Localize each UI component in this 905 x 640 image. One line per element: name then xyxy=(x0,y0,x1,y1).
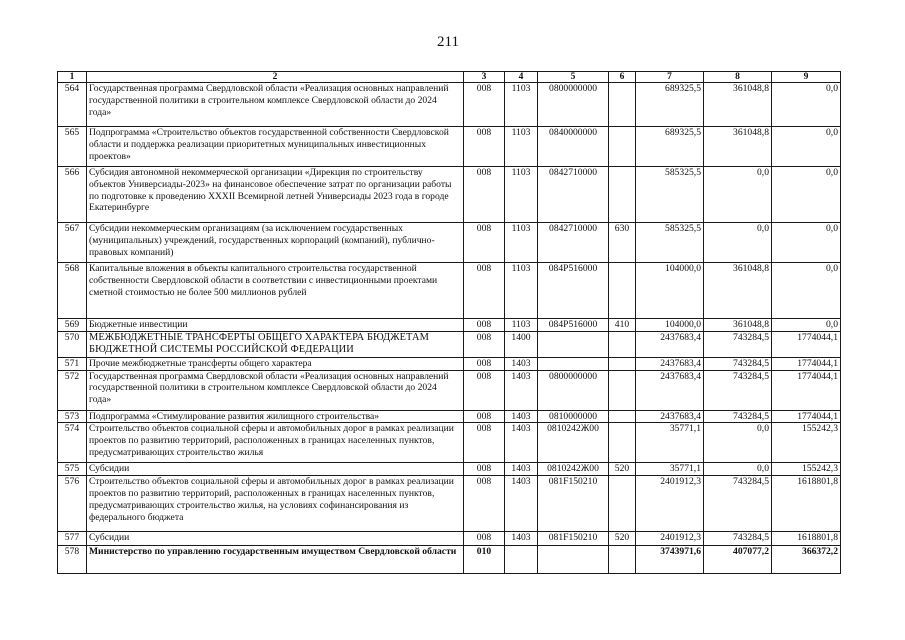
table-row xyxy=(58,476,841,532)
amount-year3-cell: 1774044,1 xyxy=(772,410,841,423)
table-row xyxy=(58,223,841,263)
target-article-cell: 0810242Ж00 xyxy=(538,423,609,463)
row-number-cell: 576 xyxy=(58,476,87,532)
amount-year2-cell: 0,0 xyxy=(704,423,772,463)
amount-year2-cell: 361048,8 xyxy=(704,319,772,332)
ministry-code-cell: 008 xyxy=(464,423,505,463)
table-row xyxy=(58,370,841,410)
target-article-cell: 0810000000 xyxy=(538,410,609,423)
row-number-cell: 568 xyxy=(58,263,87,319)
ministry-code-cell: 008 xyxy=(464,223,505,263)
row-name-cell: Подпрограмма «Стимулирование развития жилищного строительства» xyxy=(87,410,464,423)
amount-year1-cell: 585325,5 xyxy=(636,223,704,263)
column-header: 7 xyxy=(636,72,704,83)
row-name-cell: Министерство по управлению государственным имуществом Свердловской области xyxy=(87,546,464,574)
section-code-cell: 1403 xyxy=(505,370,538,410)
expense-type-cell xyxy=(609,83,636,127)
row-number-cell: 575 xyxy=(58,463,87,476)
target-article-cell: 0810242Ж00 xyxy=(538,463,609,476)
ministry-code-cell: 008 xyxy=(464,83,505,127)
page-number: 211 xyxy=(437,34,459,50)
table-row xyxy=(58,167,841,223)
column-header: 2 xyxy=(87,72,464,83)
row-number-cell: 567 xyxy=(58,223,87,263)
table-row xyxy=(58,263,841,319)
table-body xyxy=(58,83,841,574)
ministry-code-cell: 008 xyxy=(464,127,505,167)
section-code-cell: 1403 xyxy=(505,423,538,463)
amount-year3-cell: 0,0 xyxy=(772,167,841,223)
row-name-cell: МЕЖБЮДЖЕТНЫЕ ТРАНСФЕРТЫ ОБЩЕГО ХАРАКТЕРА БЮДЖЕТАМ БЮДЖЕТНОЙ СИСТЕМЫ РОССИЙСКОЙ ФЕДЕРАЦИИ xyxy=(87,331,464,357)
ministry-code-cell: 008 xyxy=(464,410,505,423)
target-article-cell: 0842710000 xyxy=(538,223,609,263)
ministry-code-cell: 008 xyxy=(464,476,505,532)
amount-year2-cell: 0,0 xyxy=(704,167,772,223)
amount-year1-cell: 585325,5 xyxy=(636,167,704,223)
expense-type-cell xyxy=(609,546,636,574)
amount-year3-cell: 0,0 xyxy=(772,83,841,127)
amount-year2-cell: 361048,8 xyxy=(704,263,772,319)
amount-year2-cell: 743284,5 xyxy=(704,370,772,410)
expense-type-cell xyxy=(609,167,636,223)
expense-type-cell: 520 xyxy=(609,532,636,546)
target-article-cell xyxy=(538,357,609,370)
amount-year1-cell: 104000,0 xyxy=(636,263,704,319)
amount-year1-cell: 2437683,4 xyxy=(636,331,704,357)
ministry-code-cell: 010 xyxy=(464,546,505,574)
amount-year1-cell: 2401912,3 xyxy=(636,532,704,546)
row-number-cell: 564 xyxy=(58,83,87,127)
expense-type-cell xyxy=(609,263,636,319)
section-code-cell: 1103 xyxy=(505,167,538,223)
row-name-cell: Строительство объектов социальной сферы и автомобильных дорог в рамках реализации проектов по развитию территорий, расположенных в границах населенных пунктов, предусматривающих строительство жилья xyxy=(87,423,464,463)
amount-year2-cell: 743284,5 xyxy=(704,476,772,532)
amount-year1-cell: 689325,5 xyxy=(636,83,704,127)
target-article-cell: 0800000000 xyxy=(538,83,609,127)
table-row xyxy=(58,319,841,332)
section-code-cell: 1403 xyxy=(505,532,538,546)
table-row xyxy=(58,410,841,423)
amount-year2-cell: 0,0 xyxy=(704,223,772,263)
amount-year1-cell: 35771,1 xyxy=(636,423,704,463)
amount-year3-cell: 1774044,1 xyxy=(772,370,841,410)
amount-year3-cell: 1618801,8 xyxy=(772,532,841,546)
row-name-cell: Строительство объектов социальной сферы и автомобильных дорог в рамках реализации проектов по развитию территорий, расположенных в границах населенных пунктов, предусматривающих строительство жилья, на условиях софинансирования из федерального бюджета xyxy=(87,476,464,532)
column-header: 8 xyxy=(704,72,772,83)
row-name-cell: Субсидии xyxy=(87,532,464,546)
row-name-cell: Государственная программа Свердловской области «Реализация основных направлений государственной политики в строительном комплексе Свердловской области до 2024 года» xyxy=(87,370,464,410)
amount-year2-cell: 407077,2 xyxy=(704,546,772,574)
amount-year1-cell: 689325,5 xyxy=(636,127,704,167)
row-name-cell: Субсидия автономной некоммерческой организации «Дирекция по строительству объектов Универсиады-2023» на финансовое обеспечение затрат по организации работы по подготовке к проведению XXXII Всемирной летней Универсиады 2023 года в городе Екатеринбурге xyxy=(87,167,464,223)
amount-year2-cell: 743284,5 xyxy=(704,357,772,370)
ministry-code-cell: 008 xyxy=(464,331,505,357)
expense-type-cell xyxy=(609,331,636,357)
table-row xyxy=(58,127,841,167)
row-number-cell: 572 xyxy=(58,370,87,410)
row-name-cell: Субсидии xyxy=(87,463,464,476)
row-number-cell: 566 xyxy=(58,167,87,223)
amount-year1-cell: 2401912,3 xyxy=(636,476,704,532)
expense-type-cell: 520 xyxy=(609,463,636,476)
amount-year3-cell: 0,0 xyxy=(772,127,841,167)
row-number-cell: 574 xyxy=(58,423,87,463)
section-code-cell: 1403 xyxy=(505,476,538,532)
target-article-cell: 0840000000 xyxy=(538,127,609,167)
table-row xyxy=(58,546,841,574)
column-header: 3 xyxy=(464,72,505,83)
amount-year3-cell: 366372,2 xyxy=(772,546,841,574)
amount-year1-cell: 3743971,6 xyxy=(636,546,704,574)
row-name-cell: Субсидии некоммерческим организациям (за исключением государственных (муниципальных) учреждений, государственных корпораций (компаний), публично-правовых компаний) xyxy=(87,223,464,263)
row-number-cell: 570 xyxy=(58,331,87,357)
section-code-cell: 1403 xyxy=(505,463,538,476)
amount-year3-cell: 1774044,1 xyxy=(772,357,841,370)
header-row xyxy=(58,72,841,83)
amount-year3-cell: 0,0 xyxy=(772,319,841,332)
target-article-cell xyxy=(538,546,609,574)
table-row xyxy=(58,83,841,127)
amount-year2-cell: 743284,5 xyxy=(704,410,772,423)
row-number-cell: 565 xyxy=(58,127,87,167)
row-name-cell: Прочие межбюджетные трансферты общего характера xyxy=(87,357,464,370)
ministry-code-cell: 008 xyxy=(464,463,505,476)
section-code-cell xyxy=(505,546,538,574)
table-row xyxy=(58,532,841,546)
target-article-cell: 0842710000 xyxy=(538,167,609,223)
expense-type-cell xyxy=(609,476,636,532)
amount-year2-cell: 743284,5 xyxy=(704,532,772,546)
table-row xyxy=(58,463,841,476)
amount-year3-cell: 1774044,1 xyxy=(772,331,841,357)
amount-year1-cell: 35771,1 xyxy=(636,463,704,476)
amount-year2-cell: 0,0 xyxy=(704,463,772,476)
table-row xyxy=(58,423,841,463)
amount-year1-cell: 2437683,4 xyxy=(636,370,704,410)
section-code-cell: 1403 xyxy=(505,410,538,423)
expense-type-cell xyxy=(609,127,636,167)
amount-year2-cell: 361048,8 xyxy=(704,127,772,167)
section-code-cell: 1103 xyxy=(505,319,538,332)
ministry-code-cell: 008 xyxy=(464,370,505,410)
column-header: 1 xyxy=(58,72,87,83)
row-number-cell: 573 xyxy=(58,410,87,423)
section-code-cell: 1103 xyxy=(505,127,538,167)
expense-type-cell: 410 xyxy=(609,319,636,332)
target-article-cell: 0800000000 xyxy=(538,370,609,410)
expense-type-cell xyxy=(609,357,636,370)
amount-year2-cell: 361048,8 xyxy=(704,83,772,127)
budget-table xyxy=(57,71,841,574)
ministry-code-cell: 008 xyxy=(464,167,505,223)
row-name-cell: Подпрограмма «Строительство объектов государственной собственности Свердловской области и поддержка реализации приоритетных муниципальных инвестиционных проектов» xyxy=(87,127,464,167)
column-header: 4 xyxy=(505,72,538,83)
row-name-cell: Государственная программа Свердловской области «Реализация основных направлений государственной политики в строительном комплексе Свердловской области до 2024 года» xyxy=(87,83,464,127)
section-code-cell: 1400 xyxy=(505,331,538,357)
amount-year1-cell: 104000,0 xyxy=(636,319,704,332)
target-article-cell xyxy=(538,331,609,357)
target-article-cell: 084P516000 xyxy=(538,319,609,332)
column-header: 9 xyxy=(772,72,841,83)
section-code-cell: 1103 xyxy=(505,83,538,127)
column-header: 5 xyxy=(538,72,609,83)
amount-year1-cell: 2437683,4 xyxy=(636,357,704,370)
expense-type-cell xyxy=(609,410,636,423)
amount-year3-cell: 155242,3 xyxy=(772,423,841,463)
expense-type-cell xyxy=(609,423,636,463)
ministry-code-cell: 008 xyxy=(464,319,505,332)
amount-year1-cell: 2437683,4 xyxy=(636,410,704,423)
target-article-cell: 081F150210 xyxy=(538,532,609,546)
amount-year2-cell: 743284,5 xyxy=(704,331,772,357)
section-code-cell: 1403 xyxy=(505,357,538,370)
row-name-cell: Капитальные вложения в объекты капитального строительства государственной собственности Свердловской области в соответствии с инвестиционными проектами сметной стоимостью не более 500 миллионов рублей xyxy=(87,263,464,319)
expense-type-cell xyxy=(609,370,636,410)
section-code-cell: 1103 xyxy=(505,263,538,319)
table-row xyxy=(58,357,841,370)
row-name-cell: Бюджетные инвестиции xyxy=(87,319,464,332)
amount-year3-cell: 0,0 xyxy=(772,223,841,263)
column-header: 6 xyxy=(609,72,636,83)
ministry-code-cell: 008 xyxy=(464,263,505,319)
ministry-code-cell: 008 xyxy=(464,357,505,370)
amount-year3-cell: 0,0 xyxy=(772,263,841,319)
row-number-cell: 571 xyxy=(58,357,87,370)
table-row xyxy=(58,331,841,357)
row-number-cell: 569 xyxy=(58,319,87,332)
amount-year3-cell: 155242,3 xyxy=(772,463,841,476)
ministry-code-cell: 008 xyxy=(464,532,505,546)
row-number-cell: 578 xyxy=(58,546,87,574)
amount-year3-cell: 1618801,8 xyxy=(772,476,841,532)
target-article-cell: 084P516000 xyxy=(538,263,609,319)
expense-type-cell: 630 xyxy=(609,223,636,263)
row-number-cell: 577 xyxy=(58,532,87,546)
section-code-cell: 1103 xyxy=(505,223,538,263)
target-article-cell: 081F150210 xyxy=(538,476,609,532)
